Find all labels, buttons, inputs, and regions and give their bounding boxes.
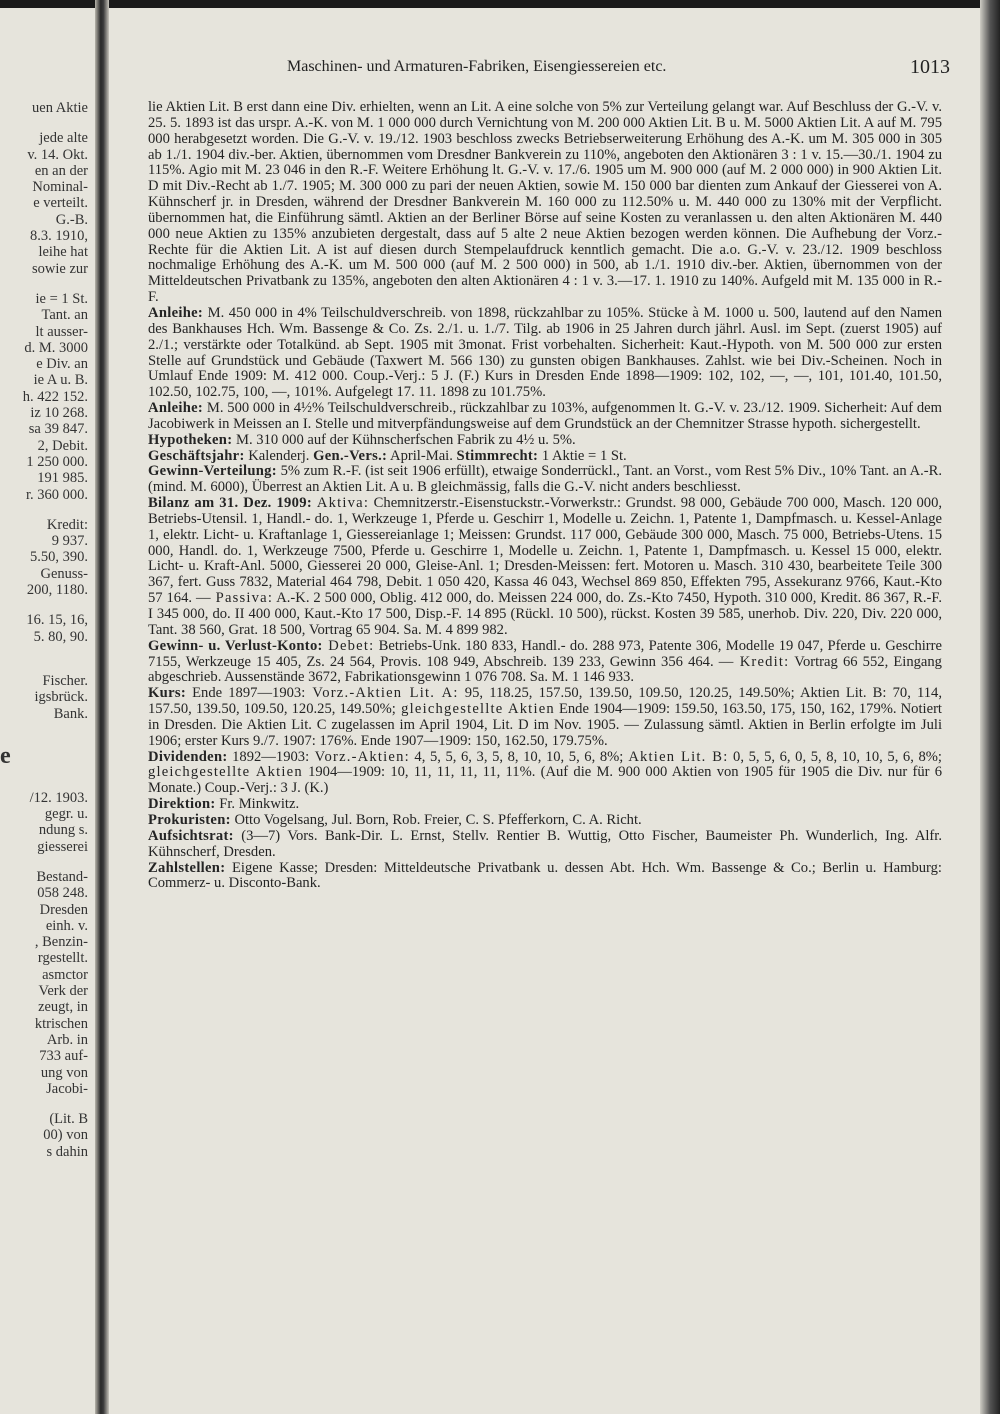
- equal-shares-label: gleichgestellte Aktien: [395, 701, 555, 718]
- bond-text-2: M. 500 000 in 4½% Teilschuldverschreib., rückzahlbar zu 103%, aufgenommen lt. G.-V. v. 23./12. 1909. Sicherheit: Auf dem Jacobiwerk in Meissen an I. Stelle und mitverpfändungsweise auf dem Grundstück an der Chemnitzer Strasse hypoth. sichergestellt.: [148, 400, 942, 432]
- supervisory-board-label: Aufsichtsrat:: [148, 827, 234, 844]
- adjacent-page-line: 2, Debit.: [37, 437, 88, 454]
- liabilities-text: A.-K. 2 500 000, Oblig. 412 000, do. Meissen 224 000, do. Zs.-Kto 7450, Hypoth. 310 000, Kredit. 86 367, R.-F. I 345 000, do. II 400 000, Kaut.-Kto 17 500, Disp.-F. 14 895 (Rückl. 10 500), rückst. Kosten 39 585, unerhob. Div. 220, Div. 220 000, Tant. 38 560, Grat. 18 500, Vortrag 65 904. Sa. M. 4 899 982.: [148, 590, 942, 638]
- profit-loss-label: Gewinn- u. Verlust-Konto:: [148, 637, 323, 654]
- adjacent-page-line: , Benzin-: [34, 934, 88, 951]
- adjacent-page-line: 00) von: [43, 1127, 88, 1144]
- dividends-period: 1892—1903:: [227, 748, 310, 765]
- profit-distribution-text: 5% zum R.-F. (ist seit 1906 erfüllt), etwaige Sonderrückl., Tant. an Vorst., vom Rest 5% Div., 10% Tant. an A.-R. (mind. M. 6000), Überrest an Aktien Lit. A u. B gleichmässig, falls die G.-V. nicht anders beschliesst.: [148, 463, 942, 496]
- adjacent-page-gap: [0, 116, 92, 130]
- adjacent-page-line: sowie zur: [32, 260, 88, 277]
- fiscal-year-label: Geschäftsjahr:: [148, 447, 245, 464]
- page-number: 1013: [910, 56, 950, 78]
- fiscal-year-text: Kalenderj.: [244, 447, 310, 464]
- adjacent-page-line: 191 985.: [37, 470, 88, 487]
- adjacent-page-line: Kredit:: [46, 516, 88, 533]
- adjacent-page-line: einh. v.: [45, 917, 88, 934]
- bond-section-1: [148, 306, 942, 401]
- profit-loss-section: [148, 639, 942, 687]
- adjacent-page-line: Nominal-: [32, 179, 88, 196]
- adjacent-page-line: r. 360 000.: [25, 486, 88, 503]
- supervisory-board-section: [148, 829, 942, 861]
- main-text-column: [148, 100, 942, 892]
- paying-agents-text: Eigene Kasse; Dresden: Mitteldeutsche Privatbank u. dessen Abt. Hch. Wm. Bassenge & Co.; Berlin u. Hamburg: Commerz- u. Disconto-Bank.: [148, 859, 942, 892]
- management-section: [148, 797, 942, 813]
- balance-sheet-section: [148, 496, 942, 639]
- adjacent-page-gap: [0, 855, 92, 869]
- adjacent-page-line: Bestand-: [36, 868, 88, 885]
- adjacent-page-line: Fischer.: [42, 672, 88, 689]
- book-gutter-right: [980, 0, 1000, 1414]
- adjacent-page-line: 8.3. 1910,: [30, 228, 88, 245]
- management-label: Direktion:: [148, 796, 216, 813]
- adjacent-page-line: en an der: [34, 162, 88, 179]
- dividends-preferred-label: Vorz.-Aktien:: [309, 748, 410, 765]
- adjacent-page-line: d. M. 3000: [24, 339, 88, 356]
- profit-distribution-label: Gewinn-Verteilung:: [148, 463, 277, 480]
- adjacent-page-line: e Div. an: [36, 356, 88, 373]
- adjacent-page-line: zeugt, in: [38, 999, 88, 1016]
- mortgage-text: M. 310 000 auf der Kühnscherfschen Fabrik zu 4½ u. 5%.: [232, 431, 576, 448]
- adjacent-page-line: Tant. an: [41, 307, 88, 324]
- adjacent-page-line: ie = 1 St.: [35, 290, 88, 307]
- adjacent-page-line: iz 10 268.: [30, 405, 88, 422]
- bond-section-2: [148, 401, 942, 433]
- profit-distribution-section: [148, 464, 942, 496]
- adjacent-page-line: 1 250 000.: [26, 453, 88, 470]
- paying-agents-label: Zahlstellen:: [148, 859, 226, 876]
- dividends-label: Dividenden:: [148, 748, 228, 765]
- proxies-text: Otto Vogelsang, Jul. Born, Rob. Freier, C. S. Pfefferkorn, C. A. Richt.: [230, 811, 642, 828]
- voting-right-label: Stimmrecht:: [456, 447, 539, 464]
- adjacent-page-line: gegr. u.: [44, 806, 88, 823]
- adjacent-page-gap: [0, 776, 92, 790]
- assets-text: Chemnitzerstr.-Eisenstuckstr.-Vorwerkstr.: Grundst. 98 000, Gebäude 700 000, Masch. 120 000, Betriebs-Utensil. 1, Handl.- do. 1, Werkzeuge 1, Pferde u. Geschirr 1, Modelle u. Zeichn. 1, Patente 1, Dampfmasch. u. Kessel-Anlage 1, elektr. Licht- u. Kraftanlage 1, Giessereianlage 1; Meissen: Grundst. 117 000, Gebäude 300 000, Masch. 75 000, Betriebs-Utens. 15 000, Handl. do. 1, Werkzeuge 7500, Pferde u. Geschirre 1, Modelle u. Zeichn. 1, Patente 1, Dampfmasch. u. Kessel 15 000, elektr. Licht- u. Kraft-Anl. 5000, Giesserei 20 000, Gleise-Anl. 1; Dresden-Meissen: fert. Motoren u. Masch. 310 430, bearbeitete Teile 300 367, fert. Guss 7832, Material 464 798, Debit. 1 050 420, Kassa 46 043, Wechsel 869 850, Effekten 795, Assekuranz 9766, Kaut.-Kto 57 164. —: [148, 495, 943, 607]
- adjacent-page-line: rgestellt.: [37, 950, 88, 967]
- paying-agents-section: [148, 861, 942, 893]
- adjacent-page-line: /12. 1903.: [29, 789, 88, 806]
- adjacent-page-gap: [0, 503, 92, 517]
- share-price-label: Kurs:: [148, 685, 186, 702]
- credit-text: Vortrag 66 552, Eingang abgeschrieb. Aussenstände 3672, Fabrikationsgewinn 1 076 708. Sa. M. 1 146 933.: [148, 653, 942, 686]
- adjacent-page-line: 5. 80, 90.: [33, 628, 88, 645]
- dividends-b-label: Aktien Lit. B:: [623, 748, 729, 765]
- adjacent-page-line: v. 14. Okt.: [27, 146, 88, 163]
- dividends-equal-values: 1904—1909: 10, 11, 11, 11, 11, 11%. (Auf die M. 900 000 Aktien von 1905 für 1905 die Div. nur für 6 Monate.) Coup.-Verj.: 3 J. (K.): [148, 764, 943, 797]
- liabilities-label: Passiva:: [210, 590, 274, 607]
- preferred-shares-label: Vorz.-Aktien Lit. A:: [305, 685, 459, 702]
- adjacent-page-line: Bank.: [53, 705, 88, 722]
- adjacent-page-line: 16. 15, 16,: [26, 612, 88, 629]
- share-price-values-2: Ende 1904—1909: 159.50, 163.50, 175, 150, 162, 179%. Notiert in Dresden. Die Aktien Lit. C zugelassen im April 1904, Lit. D im Nov. 1905. — Zulassung sämtl. Aktien in Berlin erfolgte im Juli 1906; erster Kurs 9./7. 1907: 176%. Ende 1907—1909: 150, 162.50, 179.75%.: [148, 701, 942, 749]
- general-meeting-label: Gen.-Vers.:: [313, 447, 388, 464]
- adjacent-page-gap: [0, 722, 92, 736]
- bond-label-1: Anleihe:: [148, 304, 204, 321]
- adjacent-page-gap: [0, 598, 92, 612]
- general-meeting-text: April-Mai.: [387, 447, 453, 464]
- balance-sheet-label: Bilanz am 31. Dez. 1909:: [148, 495, 312, 512]
- adjacent-page-line: G.-B.: [55, 211, 88, 228]
- adjacent-page-gap: [0, 645, 92, 659]
- adjacent-page-line: lt ausser-: [35, 323, 88, 340]
- dividends-section: [148, 750, 942, 798]
- share-price-section: [148, 686, 942, 749]
- adjacent-page-line: ie A u. B.: [33, 372, 88, 389]
- adjacent-page-line: (Lit. B: [49, 1111, 88, 1128]
- adjacent-page-line: Genuss-: [40, 565, 88, 582]
- dividends-b-values: 0, 5, 5, 6, 0, 5, 8, 10, 10, 5, 6, 8%;: [728, 748, 942, 765]
- adjacent-page-line: asmctor: [42, 966, 88, 983]
- management-text: Fr. Minkwitz.: [215, 796, 300, 813]
- adjacent-page-line: s dahin: [46, 1143, 88, 1160]
- adjacent-page-line: jede alte: [39, 130, 88, 147]
- proxies-label: Prokuristen:: [148, 811, 231, 828]
- adjacent-page-line: h. 422 152.: [22, 388, 88, 405]
- adjacent-page-line: ktrischen: [34, 1015, 88, 1032]
- fiscal-year-section: [148, 449, 942, 465]
- debit-label: Debet:: [322, 637, 375, 654]
- share-price-values: 95, 118.25, 157.50, 139.50, 109.50, 120.25, 149.50%; Aktien Lit. B: 70, 114, 157.50, 139.50, 109.50, 120.25, 149.50%;: [148, 685, 942, 718]
- adjacent-page-line: Verk der: [38, 983, 88, 1000]
- scan-top-edge: [0, 0, 1000, 8]
- adjacent-page-line: 9 937.: [51, 533, 88, 550]
- adjacent-page-line: e: [0, 742, 11, 769]
- adjacent-page-line: 058 248.: [37, 885, 88, 902]
- running-title: Maschinen- und Armaturen-Fabriken, Eisengiessereien etc.: [287, 58, 667, 75]
- adjacent-page-line: Arb. in: [46, 1031, 88, 1048]
- dividends-preferred-values: 4, 5, 5, 6, 3, 5, 8, 10, 10, 5, 6, 8%;: [409, 748, 624, 765]
- adjacent-page-gap: [0, 277, 92, 291]
- supervisory-board-text: (3—7) Vors. Bank-Dir. L. Ernst, Stellv. Rentier B. Wuttig, Otto Fischer, Baumeister Ph. Wunderlich, Ing. Alfr. Kühnscherf, Dresden.: [148, 827, 942, 860]
- adjacent-page-line: Dresden: [39, 901, 88, 918]
- adjacent-page-line: ung von: [40, 1064, 88, 1081]
- proxies-section: [148, 813, 942, 829]
- capital-history-paragraph: lie Aktien Lit. B erst dann eine Div. erhielten, wenn an Lit. A eine solche von 5% zur Verteilung gelangt war. Auf Beschluss der G.-V. v. 25. 5. 1893 ist das urspr. A.-K. von M. 1 000 000 durch Vernichtung von M. 200 000 Aktien Lit. B u. M. 5000 Aktien Lit. A auf M. 795 000 herabgesetzt worden. Die G.-V. v. 19./12. 1903 beschloss zwecks Betriebserweiterung Erhöhung des A.-K. um M. 305 000 in 305 ab 1./1. 1904 div.-ber. Aktien, übernommen vom Dresdner Bankverein zu 110%, angeboten den Aktionären 3 : 1 v. 15.—30./1. 1904 zu 115%. Agio mit M. 23 046 in den R.-F. Weitere Erhöhung lt. G.-V. v. 17./6. 1905 um M. 900 000 (auf M. 2 000 000) in 900 Aktien Lit. D mit Div.-Recht ab 1./7. 1905; M. 300 000 zu pari der neuen Aktien, sowie M. 150 000 bar dienten zum Ankauf der Giesserei von A. Kühnscherf jr. in Dresden, während der Dresdner Bankverein M. 160 000 zu 112.50% u. M. 440 000 zu 130% mit der Verpflicht. übernommen hat, die Einführung sämtl. Aktien an der Berliner Börse auf seine Kosten zu veranlassen u. den alten Aktionären M. 440 000 neue Aktien zu 135% anzubieten dergestalt, dass auf 5 alte 2 neue Aktien bezogen werden können. Die Aufhebung der Vorz.-Rechte für die Aktien Lit. A ist auf diesen durch Stempelaufdruck kenntlich gemacht. Die a.o. G.-V. v. 23./12. 1909 beschloss nochmalige Erhöhung des A.-K. um M. 500 000 (auf M. 2 500 000) in 500, ab 1./1. 1910 div.-ber. Aktien, übernommen von der Mitteldeutschen Privatbank zu 135%, angeboten den alten Aktionären 4 : 1 v. 3.—17. 1. 1910 zu 140%. Aufgeld mit M. 135 000 in R.-F.: [148, 99, 942, 306]
- assets-label: Aktiva:: [312, 495, 370, 512]
- adjacent-page-line: leihe hat: [38, 244, 88, 261]
- mortgage-section: [148, 433, 942, 449]
- adjacent-page-column: [0, 100, 92, 1400]
- adjacent-page-line: ndung s.: [38, 822, 88, 839]
- book-gutter-left: [95, 0, 109, 1414]
- adjacent-page-line: igsbrück.: [34, 689, 88, 706]
- adjacent-page-line: e verteilt.: [33, 195, 88, 212]
- credit-label: Kredit:: [733, 653, 790, 670]
- adjacent-page-line: sa 39 847.: [28, 421, 88, 438]
- adjacent-page-line: 200, 1180.: [26, 582, 88, 599]
- adjacent-page-line: Jacobi-: [46, 1080, 88, 1097]
- voting-right-text: 1 Aktie = 1 St.: [538, 447, 627, 464]
- adjacent-page-line: 733 auf-: [39, 1048, 88, 1065]
- adjacent-page-gap: [0, 659, 92, 673]
- adjacent-page-gap: [0, 1097, 92, 1111]
- adjacent-page-line: uen Aktie: [32, 100, 88, 116]
- adjacent-page-line: 5.50, 390.: [30, 549, 88, 566]
- dividends-equal-label: gleichgestellte Aktien: [148, 764, 303, 781]
- mortgage-label: Hypotheken:: [148, 431, 233, 448]
- page-header: [175, 58, 950, 80]
- share-price-period: Ende 1897—1903:: [185, 685, 306, 702]
- debit-text: Betriebs-Unk. 180 833, Handl.- do. 288 973, Patente 306, Modelle 19 047, Pferde u. Geschirre 7155, Werkzeuge 15 405, Zs. 24 564, Provis. 108 949, Abschreib. 139 233, Gewinn 356 464. —: [148, 637, 942, 670]
- adjacent-page-line: giesserei: [37, 838, 88, 855]
- bond-label-2: Anleihe:: [148, 400, 204, 417]
- bond-text-1: M. 450 000 in 4% Teilschuldverschreib. von 1898, rückzahlbar zu 105%. Stücke à M. 1000 u. 500, lautend auf den Namen des Bankhauses Hch. Wm. Bassenge & Co. Zs. 2./1. u. 1./7. Tilg. ab 1906 in 25 Jahren durch jährl. Ausl. im Sept. (zuerst 1905) auf 2./1.; verstärkte oder Totalkünd. ab Sept. 1905 mit 3monat. Frist vorbehalten. Sicherheit: Kaut.-Hypoth. von M. 500 000 zur ersten Stelle auf Grundstück und Gebäude (Taxwert M. 566 130) zu gunsten obigen Bankhauses. Zahlst. wie bei Div.-Scheinen. Noch in Umlauf Ende 1909: M. 412 000. Coup.-Verj.: 5 J. (F.) Kurs in Dresden Ende 1898—1909: 102, 102, —, —, 101, 101.40, 101.50, 102.50, 102.75, 100, —, 101%. Aufgelegt 17. 11. 1898 zu 101.75%.: [148, 304, 942, 401]
